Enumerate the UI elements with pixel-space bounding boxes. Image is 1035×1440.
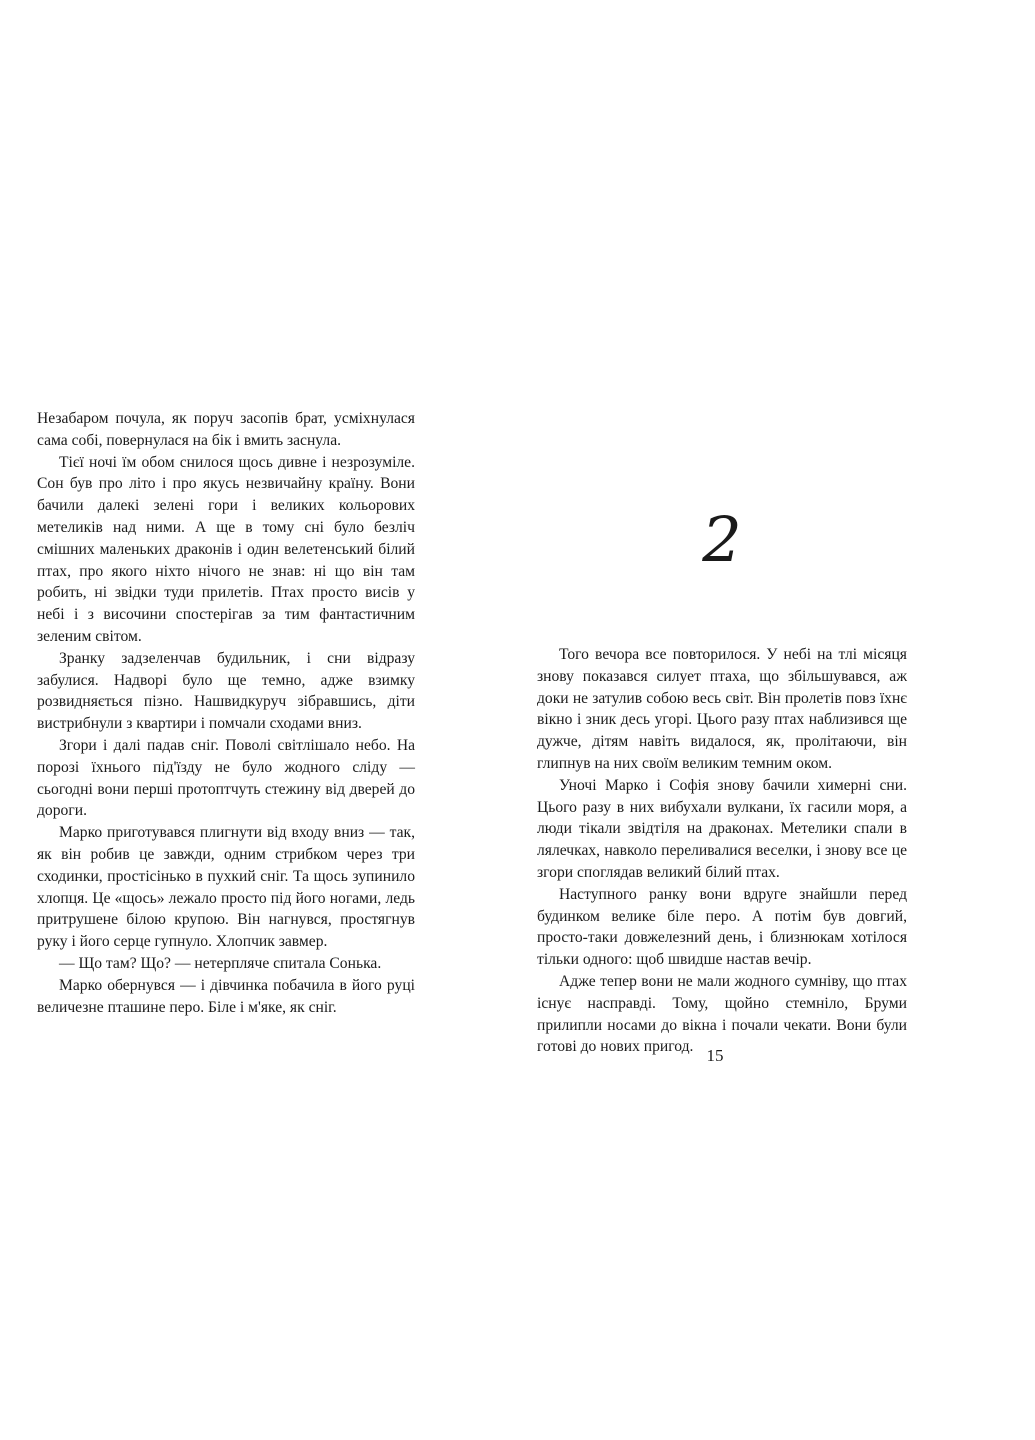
left-page <box>37 408 415 1018</box>
paragraph: Уночі Марко і Софія знову бачили химерні сни. Цього разу в них вибухали вулкани, їх гасили моря, а люди тікали звідтіля на драконах. Метелики спали в лялечках, навколо переливалися веселки, і знову все це згори споглядав великий білий птах. <box>537 776 907 881</box>
paragraph: Наступного ранку вони вдруге знайшли перед будинком велике біле перо. А потім був довгий, просто-таки довжелезний день, і близнюкам хотілося тільки одного: щоб швидше настав вечір. <box>537 885 907 969</box>
page-number: 15 <box>706 1046 724 1065</box>
paragraph: — Що там? Що? — нетерпляче спитала Сонька. <box>59 954 382 972</box>
paragraph: Згори і далі падав сніг. Поволі світлішало небо. На порозі їхнього під'їзду не було жодного сліду — сьогодні вони перші протоптчуть стежину від дверей до дороги. <box>37 736 415 820</box>
chapter-number: 2 <box>702 503 742 576</box>
paragraph: Незабаром почула, як поруч засопів брат, усміхнулася сама собі, повернулася на бік і вмить заснула. <box>37 410 415 449</box>
paragraph: Зранку задзеленчав будильник, і сни відразу забулися. Надворі було ще темно, адже взимку розвидняється пізно. Нашвидкуруч зібравшись, діти вистрибнули з квартири і помчали сходами вниз. <box>37 649 415 733</box>
paragraph: Тієї ночі їм обом снилося щось дивне і незрозуміле. Сон був про літо і про якусь незвичайну країну. Вони бачили далекі зелені гори і великих кольорових метеликів над ними. А ще в тому сні було безліч смішних маленьких драконів і один велетенський білий птах, про якого ніхто нічого не знав: ні що він там робить, ні звідки туди прилетів. Птах просто висів у небі і з височини спостерігав за тим фантастичним зеленим світом. <box>37 453 415 645</box>
paragraph: Адже тепер вони не мали жодного сумніву, що птах існує насправді. Тому, щойно стемніло, Бруми прилипли носами до вікна і почали чекати. Вони були готові до нових пригод. <box>537 972 907 1056</box>
right-page <box>537 500 907 1058</box>
paragraph: Марко обернувся — і дівчинка побачила в його руці величезне пташине перо. Біле і м'яке, як сніг. <box>37 976 415 1016</box>
paragraph: Того вечора все повторилося. У небі на тлі місяця знову показався силует птаха, що збільшувався, аж доки не затулив собою весь світ. Він пролетів повз їхнє вікно і зник десь угорі. Цього разу птах наблизився ще дужче, дітям навіть видалося, як, пролітаючи, він глипнув на них своїм великим темним оком. <box>537 646 907 772</box>
paragraph: Марко приготувався плигнути від входу вниз — так, як він робив це завжди, одним стрибком через три сходинки, простісінько в пухкий сніг. Та щось зупинило хлопця. Це «щось» лежало просто під його ногами, ледь притрушене білою крупою. Він нагнувся, простягнув руку і його серце гупнуло. Хлопчик завмер. <box>37 824 415 951</box>
